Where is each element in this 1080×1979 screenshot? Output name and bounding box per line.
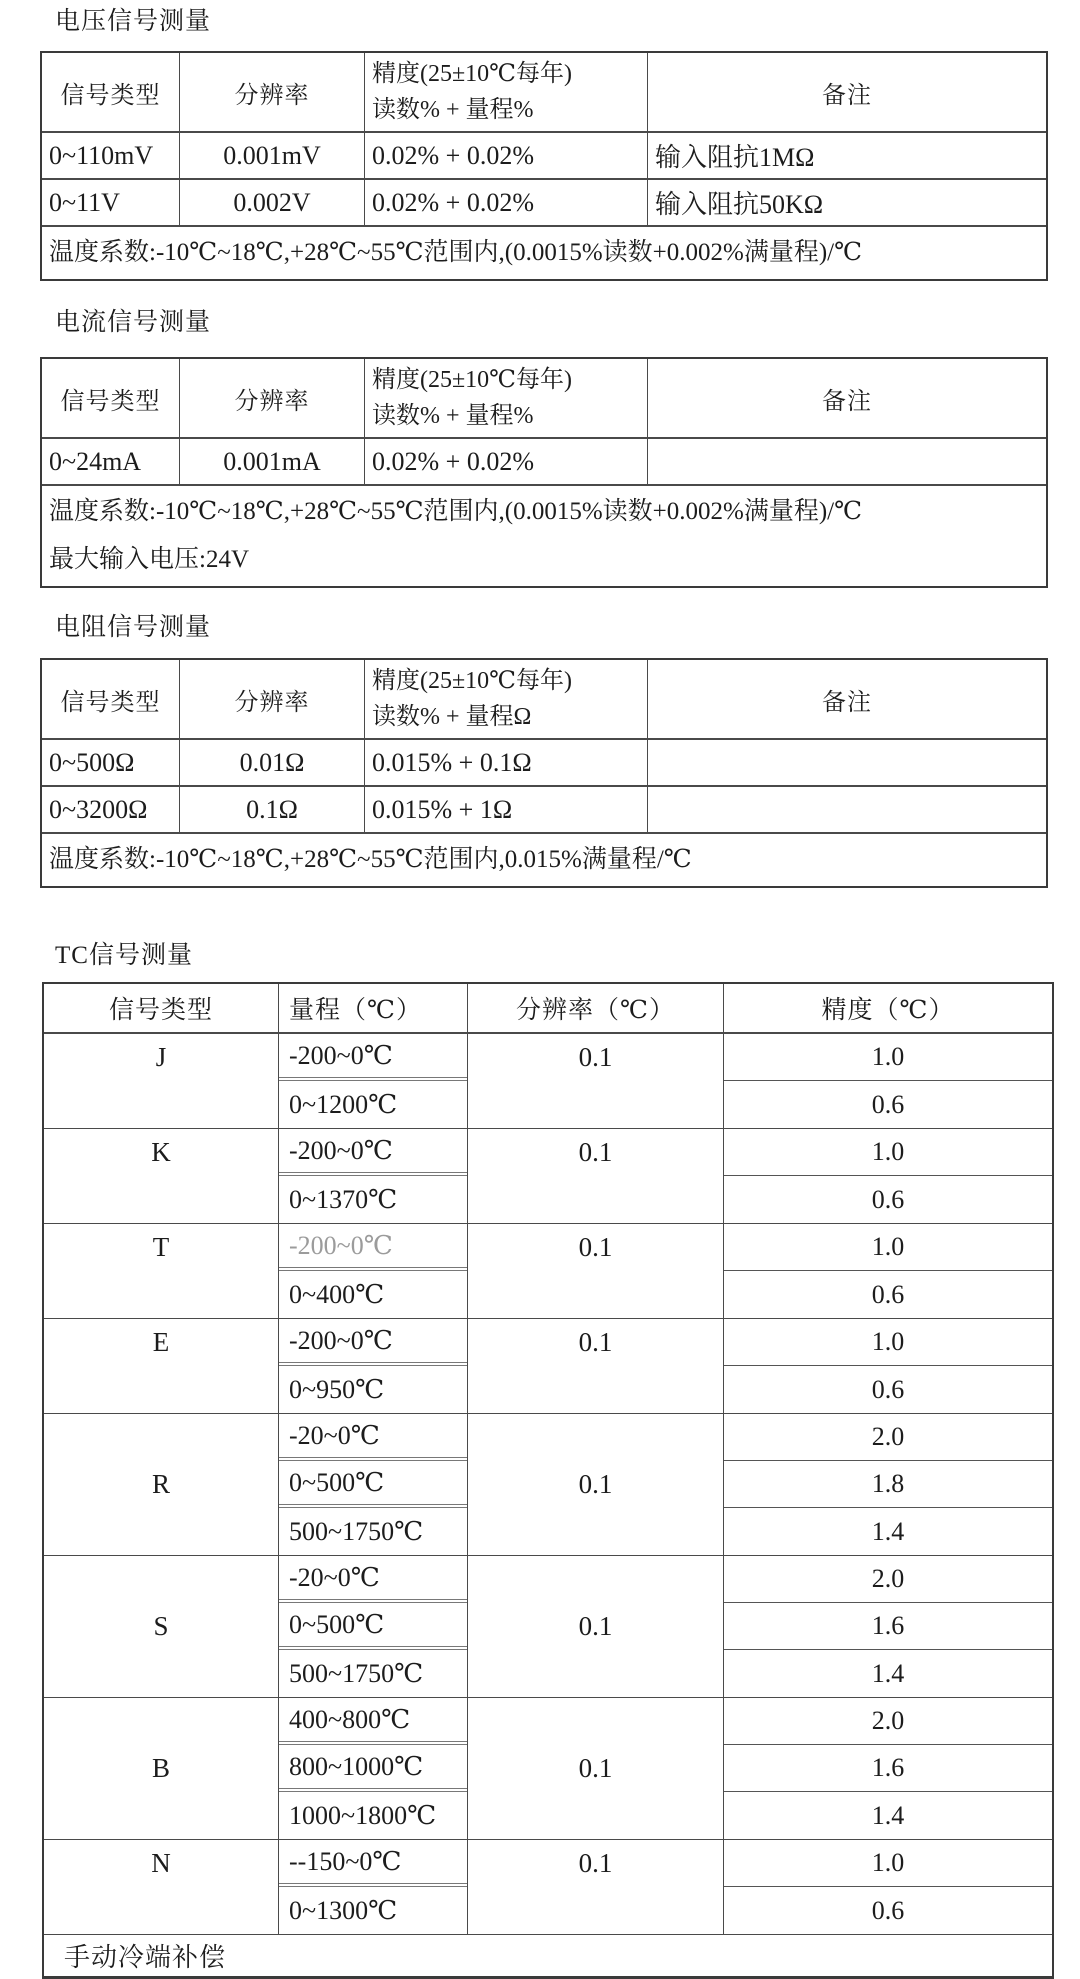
note-cell: [648, 787, 1046, 832]
accuracy-header-line1: 精度(25±10℃每年): [372, 61, 573, 87]
range-cell-stack: [279, 1840, 468, 1934]
footer-line: 温度系数:-10℃~18℃,+28℃~55℃范围内,0.015%满量程/℃: [49, 846, 692, 873]
range-cell: 0~1300℃: [289, 1895, 398, 1925]
range-header: 量程（℃）: [279, 984, 468, 1032]
accuracy-cell: 0.6: [871, 1279, 905, 1309]
note-header: 备注: [822, 689, 872, 716]
resolution-cell: [468, 1840, 724, 1934]
range-cell: 400~800℃: [279, 1698, 467, 1745]
current-section-title: 电流信号测量: [55, 309, 212, 336]
signal-type-cell: 0~24mA: [42, 439, 180, 484]
table-footer: [42, 834, 1046, 886]
accuracy-cell-stack: [724, 1034, 1052, 1128]
table-header-row: [42, 359, 1046, 439]
resolution-value: 0.1: [578, 1753, 613, 1783]
tc-group-row: [44, 1698, 1052, 1840]
accuracy-cell: 2.0: [724, 1414, 1052, 1461]
tc-table-footer: 手动冷端补偿: [64, 1943, 227, 1972]
accuracy-cell: 1.8: [724, 1461, 1052, 1508]
signal-type-header: 信号类型: [42, 359, 180, 437]
range-cell: 0~950℃: [289, 1374, 385, 1404]
range-cell-stack: [279, 1129, 468, 1223]
tc-group-row: [44, 1034, 1052, 1129]
resolution-cell: [468, 1414, 724, 1555]
table-row: [42, 439, 1046, 486]
resistance-section-title: 电阻信号测量: [55, 614, 212, 641]
accuracy-cell: 0.6: [871, 1184, 905, 1214]
range-cell: -200~0℃: [279, 1034, 467, 1081]
resolution-header: 分辨率（℃）: [468, 984, 724, 1032]
resolution-cell: [468, 1698, 724, 1839]
range-cell-stack: [279, 1414, 468, 1555]
tc-header-row: [44, 984, 1052, 1034]
tc-group-row: [44, 1129, 1052, 1224]
range-cell: 500~1750℃: [289, 1516, 424, 1546]
resolution-cell: [468, 1034, 724, 1128]
accuracy-cell: 2.0: [724, 1698, 1052, 1745]
note-cell: 输入阻抗50KΩ: [655, 190, 824, 219]
range-cell: 500~1750℃: [289, 1658, 424, 1688]
resolution-value: 0.1: [578, 1232, 613, 1262]
voltage-section-title: 电压信号测量: [55, 8, 212, 35]
accuracy-header: [365, 359, 648, 437]
accuracy-cell: 0.015% + 1Ω: [365, 787, 648, 832]
footer-line: 最大输入电压:24V: [49, 546, 250, 573]
resolution-value: 0.1: [578, 1042, 613, 1072]
signal-type-value: E: [152, 1327, 170, 1357]
accuracy-cell: 1.0: [724, 1840, 1052, 1887]
signal-type-value: K: [151, 1137, 171, 1167]
signal-type-header: 信号类型: [42, 660, 180, 738]
table-row: [42, 787, 1046, 834]
accuracy-header-line2: 读数% + 量程%: [372, 97, 534, 123]
signal-type-header: 信号类型: [44, 984, 279, 1032]
accuracy-cell: 1.0: [724, 1224, 1052, 1271]
resolution-cell: 0.01Ω: [180, 740, 365, 785]
accuracy-cell-stack: [724, 1224, 1052, 1318]
accuracy-cell: 1.6: [724, 1745, 1052, 1792]
signal-type-cell: 0~110mV: [42, 133, 180, 178]
accuracy-cell: 1.4: [871, 1516, 905, 1546]
resolution-header: 分辨率: [180, 660, 365, 738]
accuracy-cell: 0.6: [871, 1089, 905, 1119]
footer-line: 温度系数:-10℃~18℃,+28℃~55℃范围内,(0.0015%读数+0.002%满量程)/℃: [49, 498, 863, 525]
resolution-cell: 0.002V: [180, 180, 365, 225]
signal-type-cell: [44, 1698, 279, 1839]
tc-group-row: [44, 1319, 1052, 1414]
resolution-value: 0.1: [578, 1848, 613, 1878]
signal-type-cell: [44, 1840, 279, 1934]
table-row: [42, 740, 1046, 787]
range-cell: 800~1000℃: [279, 1745, 467, 1792]
resistance-measurement-table: [40, 658, 1048, 888]
note-header: 备注: [822, 388, 872, 415]
accuracy-cell: 1.0: [724, 1319, 1052, 1366]
signal-type-cell: 0~3200Ω: [42, 787, 180, 832]
accuracy-cell: 0.6: [871, 1374, 905, 1404]
range-cell-stack: [279, 1034, 468, 1128]
signal-type-cell: [44, 1556, 279, 1697]
note-cell: [648, 740, 1046, 785]
resolution-value: 0.1: [578, 1611, 613, 1641]
signal-type-cell: [44, 1034, 279, 1128]
table-row: [42, 133, 1046, 180]
note-header: 备注: [822, 82, 872, 109]
table-footer: [42, 486, 1046, 586]
range-cell: 1000~1800℃: [289, 1800, 437, 1830]
signal-type-value: R: [151, 1469, 170, 1499]
signal-type-cell: 0~11V: [42, 180, 180, 225]
signal-type-cell: [44, 1224, 279, 1318]
range-cell-stack: [279, 1319, 468, 1413]
accuracy-cell-stack: [724, 1556, 1052, 1697]
range-cell-stack: [279, 1556, 468, 1697]
signal-type-value: J: [155, 1042, 167, 1072]
accuracy-header: [365, 53, 648, 131]
tc-group-row: [44, 1414, 1052, 1556]
accuracy-header: [365, 660, 648, 738]
accuracy-header-line2: 读数% + 量程%: [372, 403, 534, 429]
accuracy-cell: 1.6: [724, 1603, 1052, 1650]
signal-type-value: T: [152, 1232, 170, 1262]
accuracy-cell: 1.0: [724, 1034, 1052, 1081]
signal-type-value: B: [151, 1753, 170, 1783]
accuracy-cell-stack: [724, 1698, 1052, 1839]
resolution-value: 0.1: [578, 1137, 613, 1167]
accuracy-header-line2: 读数% + 量程Ω: [372, 704, 532, 730]
accuracy-cell: 0.02% + 0.02%: [365, 439, 648, 484]
note-cell: 输入阻抗1MΩ: [655, 143, 815, 172]
range-cell-stack: [279, 1224, 468, 1318]
tc-group-row: [44, 1556, 1052, 1698]
signal-type-value: N: [151, 1848, 171, 1878]
range-cell: 0~1200℃: [289, 1089, 398, 1119]
accuracy-header-line1: 精度(25±10℃每年): [372, 668, 573, 694]
accuracy-header: 精度（℃）: [821, 997, 955, 1024]
range-cell: 0~1370℃: [289, 1184, 398, 1214]
accuracy-header-line1: 精度(25±10℃每年): [372, 367, 573, 393]
range-cell: -200~0℃: [279, 1224, 467, 1271]
range-cell: 0~400℃: [289, 1279, 385, 1309]
resolution-value: 0.1: [578, 1469, 613, 1499]
table-row: [42, 180, 1046, 227]
range-cell: -200~0℃: [279, 1319, 467, 1366]
voltage-measurement-table: [40, 51, 1048, 281]
range-cell: 0~500℃: [279, 1603, 467, 1650]
range-cell: -20~0℃: [279, 1556, 467, 1603]
signal-type-cell: [44, 1129, 279, 1223]
accuracy-cell-stack: [724, 1319, 1052, 1413]
tc-group-row: [44, 1224, 1052, 1319]
accuracy-cell: 0.02% + 0.02%: [365, 180, 648, 225]
resolution-header: 分辨率: [180, 359, 365, 437]
accuracy-cell: 0.6: [871, 1895, 905, 1925]
accuracy-cell: 0.02% + 0.02%: [365, 133, 648, 178]
resolution-header: 分辨率: [180, 53, 365, 131]
signal-type-value: S: [153, 1611, 169, 1641]
accuracy-cell: 0.015% + 0.1Ω: [365, 740, 648, 785]
accuracy-cell: 1.4: [871, 1800, 905, 1830]
tc-measurement-table: [42, 982, 1054, 1979]
table-header-row: [42, 53, 1046, 133]
resolution-cell: 0.1Ω: [180, 787, 365, 832]
signal-type-cell: [44, 1319, 279, 1413]
accuracy-cell-stack: [724, 1129, 1052, 1223]
range-cell: -200~0℃: [279, 1129, 467, 1176]
resolution-cell: [468, 1129, 724, 1223]
signal-type-cell: [44, 1414, 279, 1555]
table-header-row: [42, 660, 1046, 740]
resolution-cell: [468, 1224, 724, 1318]
resolution-cell: 0.001mV: [180, 133, 365, 178]
range-cell: 0~500℃: [279, 1461, 467, 1508]
accuracy-cell-stack: [724, 1414, 1052, 1555]
accuracy-cell: 1.0: [724, 1129, 1052, 1176]
signal-type-header: 信号类型: [42, 53, 180, 131]
signal-type-cell: 0~500Ω: [42, 740, 180, 785]
resolution-cell: [468, 1556, 724, 1697]
tc-section-title: TC信号测量: [55, 942, 193, 969]
range-cell: --150~0℃: [279, 1840, 467, 1887]
tc-group-row: [44, 1840, 1052, 1935]
resolution-cell: 0.001mA: [180, 439, 365, 484]
range-cell-stack: [279, 1698, 468, 1839]
footer-line: 温度系数:-10℃~18℃,+28℃~55℃范围内,(0.0015%读数+0.002%满量程)/℃: [49, 239, 863, 266]
resolution-cell: [468, 1319, 724, 1413]
current-measurement-table: [40, 357, 1048, 588]
table-footer: [42, 227, 1046, 279]
note-cell: [648, 439, 1046, 484]
accuracy-cell-stack: [724, 1840, 1052, 1934]
resolution-value: 0.1: [578, 1327, 613, 1357]
accuracy-cell: 1.4: [871, 1658, 905, 1688]
accuracy-cell: 2.0: [724, 1556, 1052, 1603]
range-cell: -20~0℃: [279, 1414, 467, 1461]
